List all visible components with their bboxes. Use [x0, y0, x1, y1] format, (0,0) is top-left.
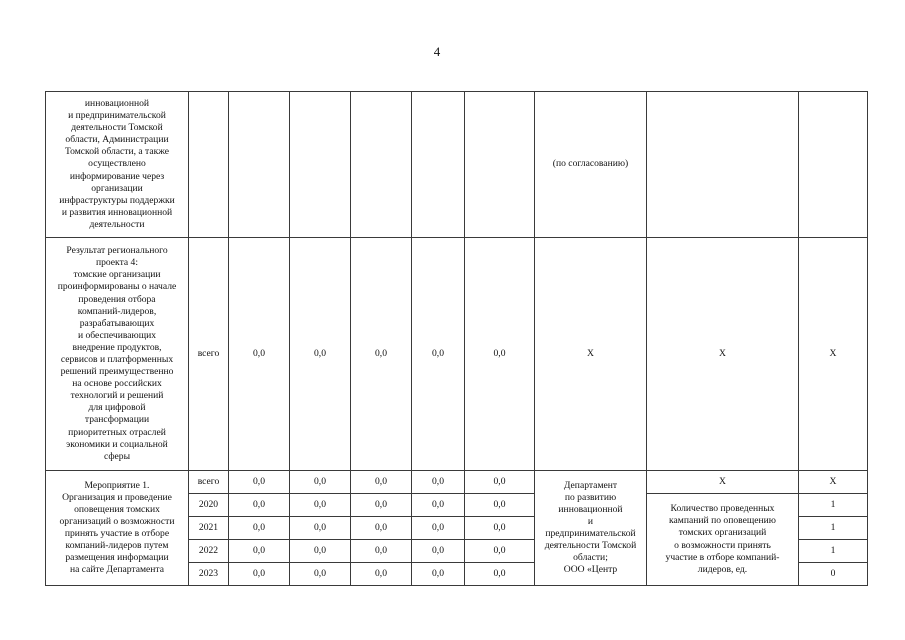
result-4-value: 0,0	[290, 238, 351, 471]
measure-1-value: 0,0	[351, 540, 412, 563]
measure-1-value: 0,0	[229, 563, 290, 586]
continuation-value-cell	[465, 92, 535, 238]
continuation-value-cell	[412, 92, 465, 238]
measure-1-value: 0,0	[290, 563, 351, 586]
measure-1-indicator-value: 1	[799, 540, 868, 563]
continuation-description: инновационной и предпринимательской деятельности Томской области, Администрации Томской области, а также осуществлено информирование через организации инфраструктуры поддержки и развития инновационной деятельности	[46, 92, 189, 238]
result-4-value: 0,0	[465, 238, 535, 471]
continuation-responsible: (по согласованию)	[535, 92, 647, 238]
measure-1-value: 0,0	[351, 471, 412, 494]
result-4-value: 0,0	[351, 238, 412, 471]
program-table	[45, 91, 868, 586]
result-4-value: 0,0	[412, 238, 465, 471]
result-4-value: 0,0	[229, 238, 290, 471]
result-4-period: всего	[189, 238, 229, 471]
measure-1-value: 0,0	[465, 517, 535, 540]
measure-1-value: 0,0	[465, 563, 535, 586]
continuation-indicator-cell	[647, 92, 799, 238]
measure-1-value: 0,0	[412, 540, 465, 563]
continuation-value-cell	[351, 92, 412, 238]
measure-1-period: 2021	[189, 517, 229, 540]
measure-1-indicator-top: Х	[647, 471, 799, 494]
measure-1-responsible: Департамент по развитию инновационной и предпринимательской деятельности Томской области; ООО «Центр	[535, 471, 647, 586]
measure-1-indicator-value: Х	[799, 471, 868, 494]
measure-1-period: 2022	[189, 540, 229, 563]
measure-1-value: 0,0	[465, 540, 535, 563]
measure-1-description: Мероприятие 1. Организация и проведение оповещения томских организаций о возможности принять участие в отборе компаний-лидеров путем размещения информации на сайте Департамента	[46, 471, 189, 586]
measure-1-value: 0,0	[290, 471, 351, 494]
measure-1-value: 0,0	[412, 494, 465, 517]
measure-1-value: 0,0	[412, 471, 465, 494]
result-4-indicator: Х	[647, 238, 799, 471]
continuation-indicator-value-cell	[799, 92, 868, 238]
measure-1-period: 2020	[189, 494, 229, 517]
measure-1-value: 0,0	[412, 563, 465, 586]
measure-1-indicator: Количество проведенных кампаний по оповещению томских организаций о возможности принять участие в отборе компаний- лидеров, ед.	[647, 494, 799, 586]
result-4-responsible: Х	[535, 238, 647, 471]
measure-1-value: 0,0	[412, 517, 465, 540]
measure-1-value: 0,0	[351, 563, 412, 586]
measure-1-indicator-value: 1	[799, 494, 868, 517]
page-number: 4	[433, 44, 441, 59]
measure-1-value: 0,0	[351, 517, 412, 540]
continuation-value-cell	[229, 92, 290, 238]
measure-1-indicator-value: 0	[799, 563, 868, 586]
table-row-measure-1-total	[46, 471, 868, 494]
table-row-continuation	[46, 92, 868, 238]
measure-1-value: 0,0	[290, 540, 351, 563]
table-row-result-4	[46, 238, 868, 471]
measure-1-value: 0,0	[229, 517, 290, 540]
measure-1-value: 0,0	[229, 494, 290, 517]
measure-1-value: 0,0	[229, 540, 290, 563]
continuation-period-cell	[189, 92, 229, 238]
measure-1-period: 2023	[189, 563, 229, 586]
measure-1-value: 0,0	[465, 471, 535, 494]
measure-1-value: 0,0	[290, 494, 351, 517]
measure-1-value: 0,0	[351, 494, 412, 517]
measure-1-value: 0,0	[465, 494, 535, 517]
measure-1-period: всего	[189, 471, 229, 494]
continuation-value-cell	[290, 92, 351, 238]
result-4-description: Результат регионального проекта 4: томские организации проинформированы о начале проведения отбора компаний-лидеров, разрабатывающих и обеспечивающих внедрение продуктов, сервисов и платформенных решений преимущественно на основе российских технологий и решений для цифровой трансформации приоритетных отраслей экономики и социальной сферы	[46, 238, 189, 471]
measure-1-value: 0,0	[229, 471, 290, 494]
result-4-indicator-value: Х	[799, 238, 868, 471]
measure-1-indicator-value: 1	[799, 517, 868, 540]
measure-1-value: 0,0	[290, 517, 351, 540]
